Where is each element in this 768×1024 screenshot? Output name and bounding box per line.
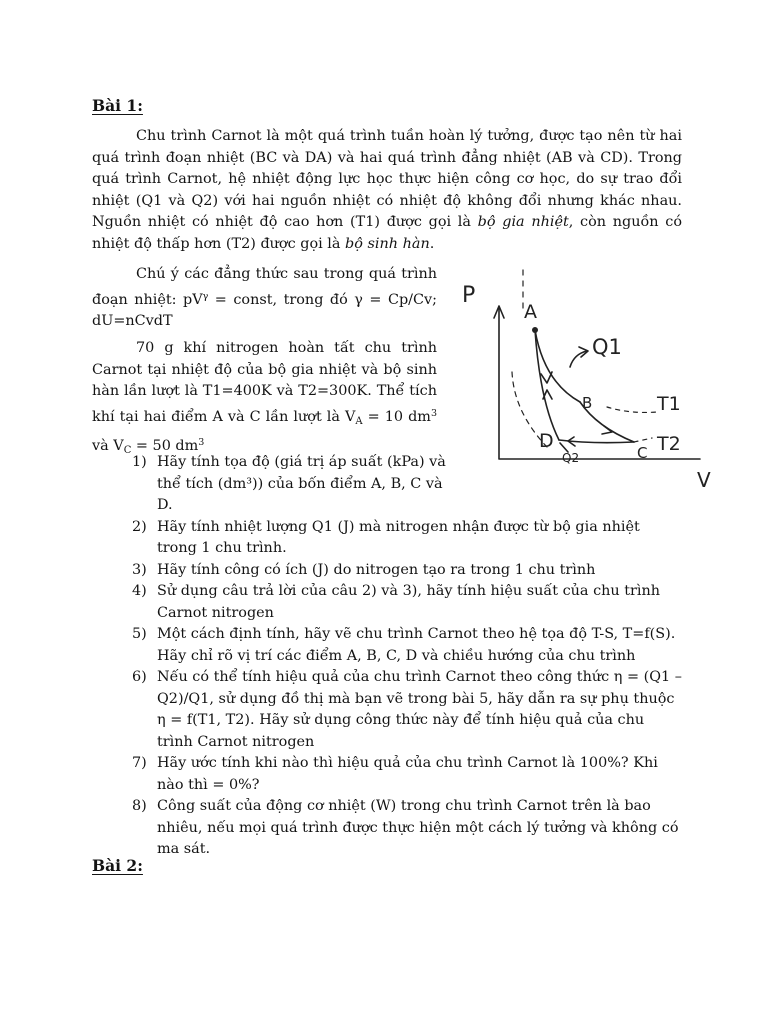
question-text: Công suất của động cơ nhiệt (W) trong chu trình Carnot trên là bao nhiêu, nếu mọi quá trình được thực hiện một cách lý tưởng và không có ma sát. [157, 798, 679, 857]
subscript-c: C [123, 445, 132, 456]
question-text: Hãy tính công có ích (J) do nitrogen tạo ra trong 1 chu trình [157, 561, 596, 578]
question-item [132, 667, 684, 753]
t2-label: T2 [657, 433, 681, 455]
intro-text-3: . [429, 235, 435, 252]
question-text: Hãy ước tính khi nào thì hiệu quả của chu trình Carnot là 100%? Khi nào thì = 0%? [157, 755, 658, 793]
heading-bai-1: Bài 1: [92, 96, 143, 115]
t1-label: T1 [657, 393, 681, 415]
intro-term-heater: bộ gia nhiệt [477, 214, 569, 230]
process-ab [535, 330, 580, 402]
heading-bai-2: Bài 2: [92, 856, 143, 875]
intro-paragraph [92, 126, 682, 255]
question-list [132, 452, 684, 861]
question-number: 3) [132, 561, 147, 578]
given-and: và V [92, 438, 124, 454]
intro-text-2: , còn nguồn có nhiệt độ thấp hơn (T2) được gọi là [92, 214, 682, 252]
question-text: Sử dụng câu trả lời của câu 2) và 3), hãy tính hiệu suất của chu trình Carnot nitrogen [157, 583, 661, 621]
question-text: Một cách định tính, hãy vẽ chu trình Carnot theo hệ tọa độ T-S, T=f(S). Hãy chỉ rõ vị trí các điểm A, B, C, D và chiều hướng của chu trình [157, 626, 676, 664]
q1-label: Q1 [592, 335, 622, 359]
question-item [132, 560, 684, 582]
question-text: Hãy tính tọa độ (giá trị áp suất (kPa) và thể tích (dm³)) của bốn điểm A, B, C và D. [157, 454, 446, 513]
question-item [132, 624, 684, 667]
adiabatic-note [92, 264, 437, 333]
given-vc: = 50 dm [131, 438, 199, 454]
superscript-3-c: 3 [198, 437, 205, 448]
dashed-isotherm-t1 [607, 407, 657, 412]
gamma-superscript: γ [202, 290, 209, 302]
point-c-label: C [637, 444, 648, 462]
intro-term-cooler: bộ sinh hàn [345, 235, 430, 252]
given-text: 70 g khí nitrogen hoàn tất chu trình Carnot tại nhiệt độ của bộ gia nhiệt và bộ sinh hàn lần lượt là T1=400K và T2=300K. Thể tích khí tại hai điểm A và C lần lượt là V [92, 340, 437, 425]
note-text-2: = const, trong đó γ = Cp/Cv; dU=nCvdT [92, 291, 438, 329]
question-number: 1) [132, 454, 147, 470]
subscript-a: A [355, 415, 363, 427]
question-item [132, 517, 684, 560]
arrow-da [543, 390, 552, 399]
dashed-isotherm-t2 [634, 438, 652, 442]
question-item [132, 796, 684, 861]
question-number: 7) [132, 755, 147, 771]
question-item [132, 753, 684, 796]
v-axis-label: V [697, 468, 711, 492]
point-d-label: D [539, 430, 554, 452]
question-item [132, 581, 684, 624]
p-axis-label: P [462, 283, 476, 308]
note-text-1: Chú ý các đẳng thức sau trong quá trình đoạn nhiệt: pV [92, 266, 437, 308]
intro-text-1: Chu trình Carnot là một quá trình tuần hoàn lý tưởng, được tạo nên từ hai quá trình đoạn nhiệt (BC và DA) và hai quá trình đẳng nhiệt (AB và CD). Trong quá trình Carnot, hệ nhiệt động lực học thực hiện công cơ học, do sự trao đổi nhiệt (Q1 và Q2) với hai nguồn nhiệt có nhiệt độ không đổi nhưng khác nhau. Nguồn nhiệt có nhiệt độ cao hơn (T1) được gọi là [92, 128, 682, 230]
point-b-label: B [582, 394, 593, 412]
question-number: 6) [132, 669, 147, 685]
question-text: Nếu có thể tính hiệu quả của chu trình Carnot theo công thức η = (Q1 – Q2)/Q1, sử dụng đồ thị mà bạn vẽ trong bài 5, hãy dẫn ra sự phụ thuộc η = f(T1, T2). Hãy sử dụng công thức này để tính hiệu quả của chu trình Carnot nitrogen [157, 669, 682, 750]
question-number: 4) [132, 583, 147, 599]
question-number: 5) [132, 626, 147, 642]
q2-label: Q2 [562, 451, 580, 465]
point-a-label: A [524, 301, 537, 323]
point-a-dot [532, 327, 538, 333]
superscript-3-a: 3 [430, 407, 437, 419]
question-number: 8) [132, 798, 147, 814]
question-text: Hãy tính nhiệt lượng Q1 (J) mà nitrogen nhận được từ bộ gia nhiệt trong 1 chu trình. [157, 518, 640, 556]
given-paragraph [92, 338, 437, 462]
carnot-pv-diagram [452, 262, 742, 502]
question-number: 2) [132, 518, 147, 535]
given-va: = 10 dm [362, 408, 431, 425]
